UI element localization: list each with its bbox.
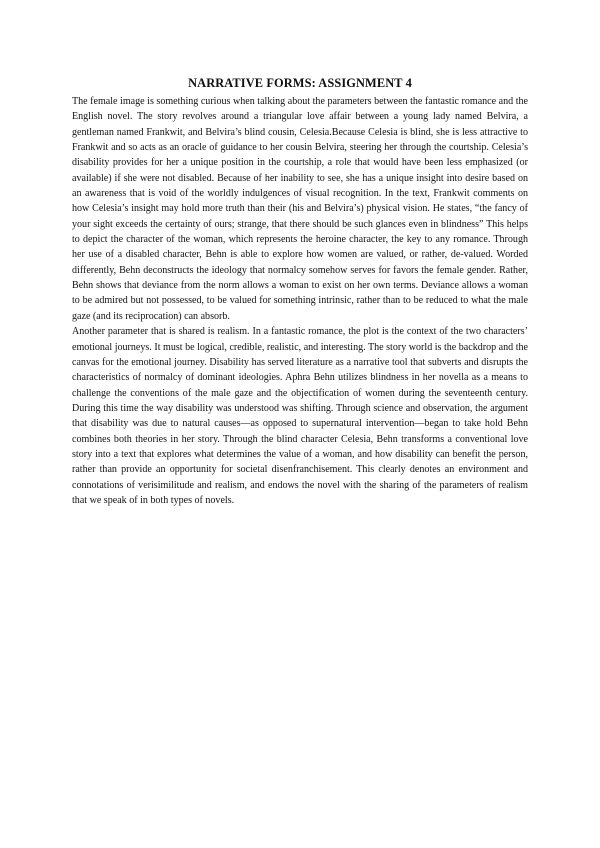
paragraph-2: Another parameter that is shared is realism. In a fantastic romance, the plot is the context of the two characters’ emotional journeys. It must be logical, credible, realistic, and interesting. The story world is the backdrop and the canvas for the emotional journey. Disability has served literature as a narrative tool that subverts and disrupts the characteristics of normalcy of dominant ideologies. Aphra Behn utilizes blindness in her novella as a means to challenge the conventions of the male gaze and the objectification of women during the seventeenth century. During this time the way disability was understood was shifting. Through science and observation, the argument that disability was due to natural causes—as opposed to supernatural intervention—began to take hold Behn combines both theories in her story. Through the blind character Celesia, Behn transforms a conventional love story into a text that explores what determines the value of a woman, and how disability can benefit the person, rather than provide an opportunity for societal disenfranchisement. This clearly denotes an environment and connotations of verisimilitude and realism, and endows the novel with the sharing of the parameters of realism that we speak of in both types of novels.: [72, 326, 528, 506]
document-page: [72, 76, 528, 508]
paragraph-1: The female image is something curious when talking about the parameters between the fantastic romance and the English novel. The story revolves around a triangular love affair between a young lady named Belvira, a gentleman named Frankwit, and Belvira’s blind cousin, Celesia.Because Celesia is blind, she is less attractive to Frankwit and so acts as an oracle of guidance to her cousin Belvira, steering her through the courtship. Celesia’s disability provides for her a unique position in the courtship, a role that would have been less emphasized (or available) if she were not disabled. Because of her inability to see, she has a unique insight into desire based on an awareness that is void of the worldly indulgences of visual recognition. In the text, Frankwit comments on how Celesia’s insight may hold more truth than their (his and Belvira’s) physical vision. He states, “the fancy of your sight exceeds the certainty of ours; strange, that there should be such glances even in blindness” This helps to depict the character of the woman, which represents the heroine character, the key to any romance. Through her use of a disabled character, Behn is able to explore how women are valued, or rather, de-valued. Worded differently, Behn deconstructs the ideology that normalcy somehow serves for favors the female gender. Rather, Behn shows that deviance from the norm allows a woman to exist on her own terms. Deviance allows a woman to be admired but not possessed, to be valued for something intrinsic, rather than to be reduced to what the male gaze (and its reciprocation) can absorb.: [72, 96, 528, 322]
document-title: NARRATIVE FORMS: ASSIGNMENT 4: [188, 76, 412, 90]
